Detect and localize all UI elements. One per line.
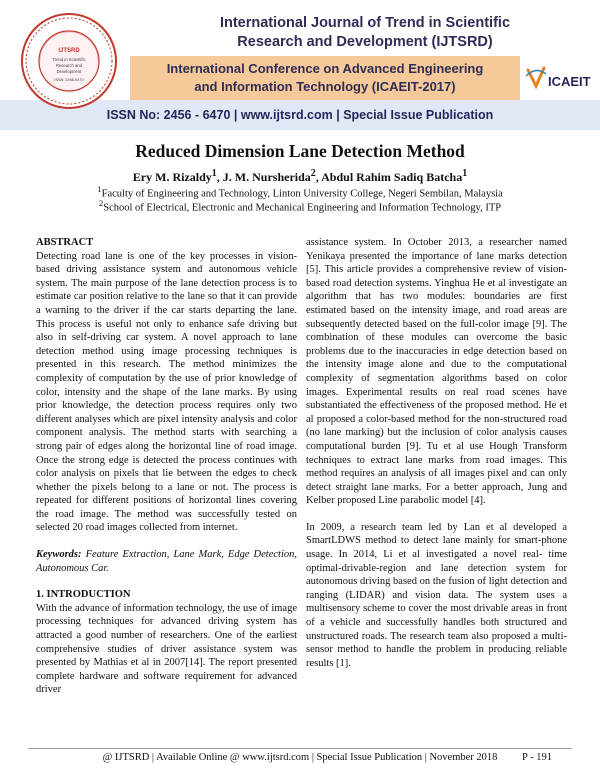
journal-name — [130, 14, 600, 52]
affiliation-number: 1 — [97, 184, 102, 194]
icaeit-logo-icon — [522, 62, 596, 96]
keywords-text: Feature Extraction, Lane Mark, Edge Detection, Autonomous Car. — [36, 549, 298, 574]
footer-divider — [28, 748, 572, 749]
conference-line2: and Information Technology (ICAEIT-2017) — [194, 79, 456, 94]
abstract-text: Detecting road lane is one of the key processes in vision-based driving assistance system and autonomous vehicle system. The main purpose of the lane detection process is to estimate car position relative to the lane so that it can provide a warning to the driver if the car starts departing the lane. This process is useful not only to enhance safe driving but also in self-driving car system. A novel approach to lane detection method using image processing techniques is presented in this research. The method minimizes the complexity of computation by the use of prior knowledge of color, intensity and the shape of the lane marks. By using prior knowledge, the detection process requires only two different analyses which are pixel intensity analysis and color component analysis. The method starts with searching a strong pair of edges along the horizontal line of road image. Once the strong edge is detected the process continues with color analysis on pixels that lie between the edges to check whether the pixels belong to a lane or not. The process is repeated for different positions of horizontal lines covering the road image. The method was successfully tested on selected 20 road images collected from internet. — [36, 250, 297, 534]
page-footer: @ IJTSRD | Available Online @ www.ijtsrd.com | Special Issue Publication | November 2018 — [102, 752, 498, 763]
keywords — [36, 548, 297, 575]
journal-name-line2: Research and Development (IJTSRD) — [237, 34, 493, 50]
right-column — [306, 236, 567, 670]
conference-band — [130, 56, 520, 100]
author-affiliation-mark: 1 — [211, 168, 217, 179]
author-affiliation-mark: 2 — [310, 168, 316, 179]
svg-text:Development: Development — [56, 69, 82, 74]
journal-header — [0, 0, 600, 140]
author-name: J. M. Nursherida — [222, 170, 311, 184]
conference-line1: International Conference on Advanced Engineering — [166, 61, 484, 76]
svg-text:Research and: Research and — [55, 63, 83, 68]
keywords-label: Keywords: — [36, 549, 82, 561]
conference-name — [130, 60, 520, 96]
affiliation-2 — [0, 198, 600, 214]
journal-seal-icon — [20, 12, 118, 110]
introduction-heading: 1. INTRODUCTION — [36, 589, 131, 601]
paper-title: Reduced Dimension Lane Detection Method — [135, 141, 465, 161]
page-number: P - 191 — [522, 752, 552, 763]
svg-text:Trend in Scientific: Trend in Scientific — [52, 57, 86, 62]
body-paragraph: In 2009, a research team led by Lan et al developed a SmartLDWS method to detect lane mainly for smart-phone usage. In 2014, Li et al investigated a novel real- time optimal-drivable-region and lane detection system for autonomous driving based on the fusion of light detection and ranging (LIDAR) and vision data. The system uses a multisensory scheme to cover the most drivable areas in front of a vehicle and successfully handles both structured and unstructured roads. The research team also proposed a multi-sensor method to handle the problem in producing reliable results [1]. — [306, 521, 567, 669]
author-list: Ery M. Rizaldy$^1$, J. M. Nursherida$^2$, Abdul Rahim Sadiq Batcha$^1$ — [132, 168, 468, 184]
affiliation-number: 2 — [98, 198, 104, 208]
journal-name-line1: International Journal of Trend in Scientific — [219, 15, 511, 31]
svg-text:IJTSRD: IJTSRD — [58, 48, 80, 54]
left-column — [36, 236, 297, 697]
issn-line: ISSN No: 2456 - 6470 | www.ijtsrd.com | Special Issue Publication — [106, 108, 494, 122]
affiliation-text: Faculty of Engineering and Technology, Linton University College, Negeri Sembilan, Malaysia — [101, 188, 503, 200]
author-name: Ery M. Rizaldy — [132, 170, 212, 184]
body-paragraph: assistance system. In October 2013, a researcher named Yenikaya presented the importance of lane marks detection [5]. This article provides a comprehensive review of vision-based road detection systems. Yinghua He et al investigate an algorithm that has two modules: boundaries are first estimated based on the intensity image, and road areas are subsequently detected based on the full-color image [9]. The combination of these modules can overcome the basic problems due to the inaccuracies in edge detection based on the intensity image alone and due to the computational complexity of segmentation algorithms based on color images. Experimental results on real road scenes have substantiated the effectiveness of the proposed method. He et al proposed a color-based method for the non-structured road (no lane marking) but the inclusion of color analysis causes computational burden [9]. Tu et al use Hough Transform techniques to extract lane marks from road images. This method requires an analysis of all images pixel and can only detect straight lane marks. For a better approach, Jung and Kelber proposed Line parabolic model [4]. — [306, 237, 567, 507]
author-name: Abdul Rahim Sadiq Batcha — [321, 170, 463, 184]
affiliation-text: School of Electrical, Electronic and Mechanical Engineering and Information Technology, ITP — [103, 202, 502, 214]
svg-text:ISSN: 2456-6470: ISSN: 2456-6470 — [54, 78, 84, 82]
introduction-text: With the advance of information technology, the use of image processing techniques for advanced driving system has attracted a good number of researchers. One of the earliest comprehensive studies of driver assistance system was presented by Mathias et al in 2007[14]. The report presented complete hardware and software requirement for advanced driver — [36, 602, 297, 696]
abstract-heading: ABSTRACT — [36, 237, 94, 248]
icaeit-logo-text: ICAEIT — [548, 74, 591, 89]
author-affiliation-mark: 1 — [462, 168, 468, 179]
